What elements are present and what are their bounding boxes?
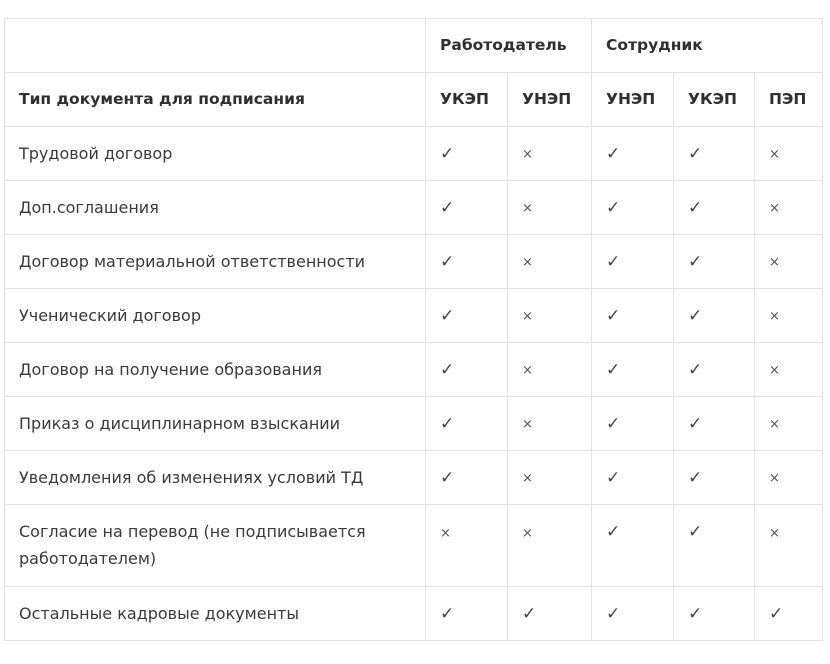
cross-icon: × bbox=[769, 201, 780, 216]
checkmark-icon: ✓ bbox=[688, 359, 703, 380]
checkmark-icon: ✓ bbox=[440, 251, 455, 272]
checkmark-icon: ✓ bbox=[440, 305, 455, 326]
cross-icon: × bbox=[522, 309, 533, 324]
cross-icon: × bbox=[522, 417, 533, 432]
document-type-cell: Ученический договор bbox=[5, 289, 426, 343]
checkmark-icon: ✓ bbox=[440, 467, 455, 488]
cell-employee-unep bbox=[592, 397, 674, 451]
group-header-employee: Сотрудник bbox=[592, 19, 823, 73]
cross-icon: × bbox=[522, 471, 533, 486]
cell-employee-ukep bbox=[674, 343, 755, 397]
cell-employee-pep bbox=[755, 343, 823, 397]
cell-employee-ukep bbox=[674, 127, 755, 181]
document-type-cell: Согласие на перевод (не подписывается работодателем) bbox=[5, 505, 426, 587]
cell-employer-unep bbox=[508, 451, 592, 505]
cell-employer-unep bbox=[508, 289, 592, 343]
cross-icon: × bbox=[769, 363, 780, 378]
document-type-cell: Приказ о дисциплинарном взыскании bbox=[5, 397, 426, 451]
cell-employee-ukep bbox=[674, 587, 755, 641]
cell-employer-unep bbox=[508, 343, 592, 397]
checkmark-icon: ✓ bbox=[688, 467, 703, 488]
cell-employee-ukep bbox=[674, 505, 755, 587]
cross-icon: × bbox=[522, 255, 533, 270]
checkmark-icon: ✓ bbox=[522, 603, 537, 624]
table-row bbox=[5, 587, 823, 641]
column-header-employer-unep: УНЭП bbox=[508, 73, 592, 127]
cell-employer-unep bbox=[508, 505, 592, 587]
cell-employee-unep bbox=[592, 289, 674, 343]
cell-employer-ukep bbox=[426, 451, 508, 505]
cell-employer-ukep bbox=[426, 235, 508, 289]
document-type-cell: Остальные кадровые документы bbox=[5, 587, 426, 641]
checkmark-icon: ✓ bbox=[606, 143, 621, 164]
checkmark-icon: ✓ bbox=[606, 197, 621, 218]
cell-employer-ukep bbox=[426, 289, 508, 343]
cell-employee-ukep bbox=[674, 451, 755, 505]
checkmark-icon: ✓ bbox=[688, 603, 703, 624]
table-row bbox=[5, 289, 823, 343]
checkmark-icon: ✓ bbox=[440, 197, 455, 218]
cell-employee-pep bbox=[755, 587, 823, 641]
cell-employee-unep bbox=[592, 451, 674, 505]
checkmark-icon: ✓ bbox=[606, 413, 621, 434]
checkmark-icon: ✓ bbox=[606, 467, 621, 488]
checkmark-icon: ✓ bbox=[606, 305, 621, 326]
checkmark-icon: ✓ bbox=[606, 251, 621, 272]
column-header-doc-type: Тип документа для подписания bbox=[5, 73, 426, 127]
cross-icon: × bbox=[769, 147, 780, 162]
cell-employer-ukep bbox=[426, 397, 508, 451]
cell-employer-ukep bbox=[426, 587, 508, 641]
table-row bbox=[5, 343, 823, 397]
cross-icon: × bbox=[522, 526, 533, 541]
column-header-employer-ukep: УКЭП bbox=[426, 73, 508, 127]
cell-employer-unep bbox=[508, 181, 592, 235]
cell-employee-unep bbox=[592, 235, 674, 289]
column-header-employee-ukep: УКЭП bbox=[674, 73, 755, 127]
group-header-employer: Работодатель bbox=[426, 19, 592, 73]
document-type-cell: Доп.соглашения bbox=[5, 181, 426, 235]
cell-employer-ukep bbox=[426, 505, 508, 587]
cross-icon: × bbox=[769, 417, 780, 432]
cell-employee-pep bbox=[755, 127, 823, 181]
signature-matrix-table bbox=[4, 18, 823, 641]
cell-employee-pep bbox=[755, 397, 823, 451]
cross-icon: × bbox=[769, 255, 780, 270]
group-header-row bbox=[5, 19, 823, 73]
cell-employee-ukep bbox=[674, 397, 755, 451]
checkmark-icon: ✓ bbox=[440, 413, 455, 434]
cell-employer-unep bbox=[508, 127, 592, 181]
checkmark-icon: ✓ bbox=[606, 359, 621, 380]
checkmark-icon: ✓ bbox=[688, 143, 703, 164]
cross-icon: × bbox=[522, 147, 533, 162]
cell-employee-pep bbox=[755, 181, 823, 235]
cross-icon: × bbox=[440, 526, 451, 541]
document-type-cell: Договор на получение образования bbox=[5, 343, 426, 397]
cell-employee-unep bbox=[592, 181, 674, 235]
checkmark-icon: ✓ bbox=[688, 305, 703, 326]
cell-employee-unep bbox=[592, 343, 674, 397]
column-header-employee-pep: ПЭП bbox=[755, 73, 823, 127]
cell-employer-unep bbox=[508, 587, 592, 641]
checkmark-icon: ✓ bbox=[688, 251, 703, 272]
cell-employee-unep bbox=[592, 505, 674, 587]
checkmark-icon: ✓ bbox=[769, 603, 784, 624]
checkmark-icon: ✓ bbox=[440, 603, 455, 624]
cell-employee-unep bbox=[592, 587, 674, 641]
cell-employer-ukep bbox=[426, 343, 508, 397]
column-header-employee-unep: УНЭП bbox=[592, 73, 674, 127]
table-row bbox=[5, 505, 823, 587]
table-row bbox=[5, 181, 823, 235]
cell-employer-ukep bbox=[426, 127, 508, 181]
cell-employer-unep bbox=[508, 235, 592, 289]
cell-employee-ukep bbox=[674, 181, 755, 235]
table-row bbox=[5, 127, 823, 181]
cross-icon: × bbox=[769, 471, 780, 486]
cell-employee-pep bbox=[755, 451, 823, 505]
checkmark-icon: ✓ bbox=[440, 143, 455, 164]
document-type-cell: Трудовой договор bbox=[5, 127, 426, 181]
checkmark-icon: ✓ bbox=[688, 522, 703, 542]
checkmark-icon: ✓ bbox=[440, 359, 455, 380]
table-row bbox=[5, 451, 823, 505]
cell-employee-pep bbox=[755, 505, 823, 587]
cell-employee-ukep bbox=[674, 235, 755, 289]
checkmark-icon: ✓ bbox=[688, 413, 703, 434]
cross-icon: × bbox=[769, 309, 780, 324]
checkmark-icon: ✓ bbox=[688, 197, 703, 218]
table-row bbox=[5, 397, 823, 451]
checkmark-icon: ✓ bbox=[606, 603, 621, 624]
cross-icon: × bbox=[769, 526, 780, 541]
document-type-cell: Уведомления об изменениях условий ТД bbox=[5, 451, 426, 505]
cross-icon: × bbox=[522, 363, 533, 378]
checkmark-icon: ✓ bbox=[606, 522, 621, 542]
cell-employer-ukep bbox=[426, 181, 508, 235]
document-type-cell: Договор материальной ответственности bbox=[5, 235, 426, 289]
cell-employee-pep bbox=[755, 235, 823, 289]
empty-corner-cell bbox=[5, 19, 426, 73]
cell-employer-unep bbox=[508, 397, 592, 451]
column-header-row bbox=[5, 73, 823, 127]
cell-employee-pep bbox=[755, 289, 823, 343]
cell-employee-ukep bbox=[674, 289, 755, 343]
cell-employee-unep bbox=[592, 127, 674, 181]
cross-icon: × bbox=[522, 201, 533, 216]
table-row bbox=[5, 235, 823, 289]
